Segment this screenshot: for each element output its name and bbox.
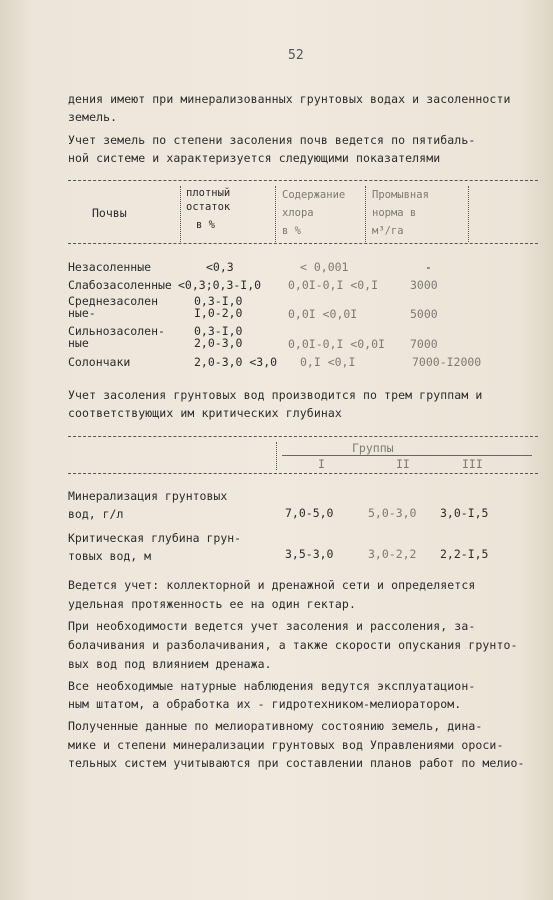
table1-residue: 0,3-I,0 I,0-2,0 [194, 294, 243, 320]
table1-norm: 7000-I2000 [412, 355, 482, 369]
table1-chlorine: < 0,001 [300, 260, 349, 274]
table1-norm: 7000 [410, 337, 438, 351]
table2-value: 3,0-2,2 [368, 547, 417, 561]
header-norm: Промывная норма в м³/га [372, 189, 429, 237]
table1-soil: Сильнозасолен- ные [68, 324, 165, 350]
table2-group-header: Группы [352, 441, 394, 455]
table1-chlorine: 0,0I-0,I <0,I [288, 278, 379, 292]
closing-line-4: болачивания и разболачивания, а также скорости опускания грунто- [68, 638, 518, 652]
table1-chlorine: 0,0I-0,I <0,0I [288, 337, 385, 351]
header-chlorine: Содержание хлора в % [282, 189, 346, 237]
table2-row-label: Критическая глубина грун- товых вод, м [68, 531, 242, 563]
table1-chlorine: 0,I <0,I [300, 355, 356, 369]
table1-divider [180, 186, 181, 242]
table1-soil: Незасоленные [68, 260, 152, 274]
table1-soil: Среднезасолен ные- [68, 294, 159, 320]
table2-header-rule [68, 473, 538, 474]
table1-soil: Солончаки [68, 355, 131, 369]
closing-line-9: мике и степени минерализации грунтовых вод Управлениями ороси- [68, 738, 504, 752]
table2-value: 3,0-I,5 [440, 506, 489, 520]
table1-residue: <0,3;0,3-I,0 [178, 278, 262, 292]
table1-residue: 2,0-3,0 <3,0 [194, 355, 278, 369]
table1-residue: <0,3 [206, 260, 234, 274]
table2-top-rule [68, 436, 538, 437]
table2-value: 3,5-3,0 [285, 547, 334, 561]
table1-norm: - [425, 260, 432, 274]
table1-soil: Слабозасоленные [68, 278, 172, 292]
table1-residue: 0,3-I,0 2,0-3,0 [194, 324, 243, 350]
header-soils: Почвы [92, 206, 127, 220]
closing-line-5: вых вод под влиянием дренажа. [68, 657, 272, 671]
table2-column-header: III [462, 457, 483, 471]
table2-value: 5,0-3,0 [368, 506, 417, 520]
table1-norm: 3000 [410, 278, 438, 292]
table1-divider [275, 186, 276, 242]
closing-line-10: тельных систем учитываются при составлении планов работ по мелио- [68, 756, 525, 770]
table1-divider [365, 186, 366, 242]
closing-line-2: удельная протяженность ее на один гектар. [68, 597, 356, 611]
table1-top-rule [68, 180, 538, 181]
table1-header-rule [68, 243, 538, 244]
header-residue: плотный остаток в % [186, 187, 231, 231]
table2-row-label: Минерализация грунтовых вод, г/л [68, 489, 228, 521]
table2-divider [276, 442, 277, 470]
table2-column-header: II [396, 457, 410, 471]
closing-line-6: Все необходимые натурные наблюдения ведутся эксплуатацион- [68, 679, 476, 693]
table2-column-header: I [318, 457, 325, 471]
intro-line-2: земель. [68, 110, 118, 124]
table1-norm: 5000 [410, 307, 438, 321]
middle-line-2: соответствующих им критических глубинах [68, 406, 342, 420]
closing-line-8: Полученные данные по мелиоративному состоянию земель, дина- [68, 719, 483, 733]
intro-line-3: Учет земель по степени засоления почв ведется по пятибаль- [68, 133, 476, 147]
closing-line-1: Ведется учет: коллекторной и дренажной сети и определяется [68, 578, 476, 592]
table1-chlorine: 0,0I <0,0I [288, 307, 358, 321]
intro-line-1: дения имеют при минерализованных грунтовых водах и засоленности [68, 92, 511, 106]
table2-value: 7,0-5,0 [285, 506, 334, 520]
table2-group-rule [282, 455, 532, 456]
middle-line-1: Учет засоления грунтовых вод производится по трем группам и [68, 388, 483, 402]
closing-line-7: ным штатом, а обработка их - гидротехником-мелиоратором. [68, 697, 462, 711]
intro-line-4: ной системе и характеризуется следующими показателями [68, 151, 441, 165]
table2-value: 2,2-I,5 [440, 547, 489, 561]
table1-divider [468, 186, 469, 242]
page-number: 52 [288, 48, 304, 63]
closing-line-3: При необходимости ведется учет засоления и рассоления, за- [68, 619, 476, 633]
